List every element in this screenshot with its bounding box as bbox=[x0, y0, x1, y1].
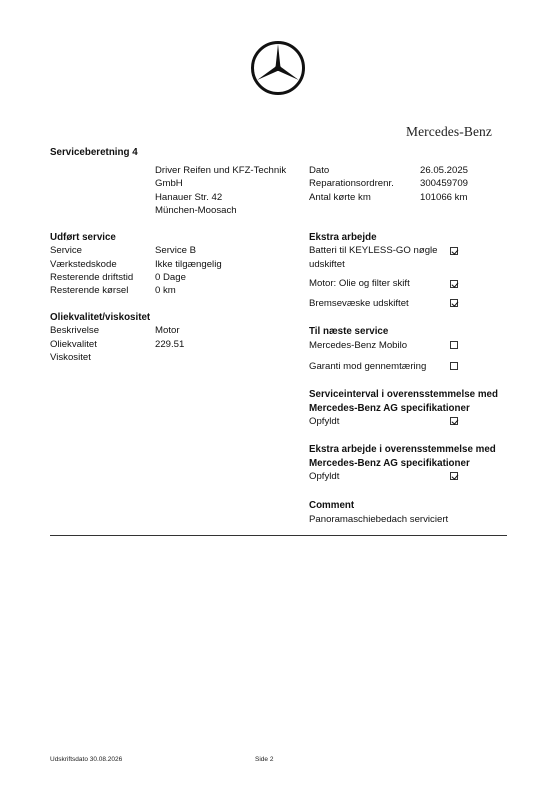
extra-work-item-label: Batteri til KEYLESS-GO nøgle bbox=[309, 245, 438, 256]
workshop-code-value: Ikke tilgængelig bbox=[155, 259, 222, 270]
next-service-item-label: Mercedes-Benz Mobilo bbox=[309, 340, 408, 351]
extra-work-heading: Ekstra arbejde bbox=[309, 232, 377, 243]
checkbox[interactable] bbox=[450, 341, 458, 349]
page-number: Side 2 bbox=[255, 756, 274, 763]
brand-name: Mercedes-Benz bbox=[405, 124, 492, 139]
info-label-order: Reparationsordrenr. bbox=[309, 178, 394, 189]
divider bbox=[50, 535, 507, 536]
checkbox[interactable] bbox=[450, 472, 458, 480]
workshop-line: München-Moosach bbox=[155, 205, 237, 216]
checkbox[interactable] bbox=[450, 362, 458, 370]
extra-work-item-label: udskiftet bbox=[309, 259, 345, 270]
checkbox[interactable] bbox=[450, 299, 458, 307]
next-service-item-label: Garanti mod gennemtæring bbox=[309, 361, 427, 372]
next-service-heading: Til næste service bbox=[309, 326, 389, 337]
oil-viscosity-label: Viskositet bbox=[50, 352, 91, 363]
remaining-distance-value: 0 km bbox=[155, 285, 176, 296]
remaining-time-label: Resterende driftstid bbox=[50, 272, 134, 283]
remaining-distance-label: Resterende kørsel bbox=[50, 285, 129, 296]
comment-text: Panoramaschiebedach serviciert bbox=[309, 514, 449, 525]
page-title: Serviceberetning 4 bbox=[50, 147, 138, 158]
oil-description-label: Beskrivelse bbox=[50, 325, 100, 336]
interval-item-label: Opfyldt bbox=[309, 416, 340, 427]
mercedes-star-icon bbox=[250, 40, 306, 96]
info-label-mileage: Antal kørte km bbox=[309, 192, 371, 203]
workshop-line: Hanauer Str. 42 bbox=[155, 192, 223, 203]
interval-heading: Mercedes-Benz AG specifikationer bbox=[309, 403, 470, 414]
service-value: Service B bbox=[155, 245, 197, 256]
oil-quality-value: 229.51 bbox=[155, 339, 185, 350]
remaining-time-value: 0 Dage bbox=[155, 272, 186, 283]
info-value-order: 300459709 bbox=[420, 178, 469, 189]
info-value-date: 26.05.2025 bbox=[420, 165, 469, 176]
extra-conformity-item-label: Opfyldt bbox=[309, 471, 340, 482]
extra-conformity-heading: Mercedes-Benz AG specifikationer bbox=[309, 458, 470, 469]
oil-heading: Oliekvalitet/viskositet bbox=[50, 312, 151, 323]
info-label-date: Dato bbox=[309, 165, 330, 176]
service-label: Service bbox=[50, 245, 82, 256]
extra-conformity-heading: Ekstra arbejde i overensstemmelse med bbox=[309, 444, 496, 455]
checkbox[interactable] bbox=[450, 417, 458, 425]
checkbox[interactable] bbox=[450, 280, 458, 288]
oil-description-value: Motor bbox=[155, 325, 180, 336]
interval-heading: Serviceinterval i overensstemmelse med bbox=[309, 389, 498, 400]
oil-quality-label: Oliekvalitet bbox=[50, 339, 97, 350]
comment-heading: Comment bbox=[309, 500, 355, 511]
extra-work-item-label: Motor: Olie og filter skift bbox=[309, 278, 410, 289]
checkbox[interactable] bbox=[450, 247, 458, 255]
print-date: Udskriftsdato 30.08.2026 bbox=[50, 756, 123, 763]
service-heading: Udført service bbox=[50, 232, 116, 243]
workshop-code-label: Værkstedskode bbox=[50, 259, 117, 270]
workshop-line: GmbH bbox=[155, 178, 183, 189]
info-value-mileage: 101066 km bbox=[420, 192, 468, 203]
extra-work-item-label: Bremsevæske udskiftet bbox=[309, 298, 409, 309]
workshop-line: Driver Reifen und KFZ-Technik bbox=[155, 165, 287, 176]
